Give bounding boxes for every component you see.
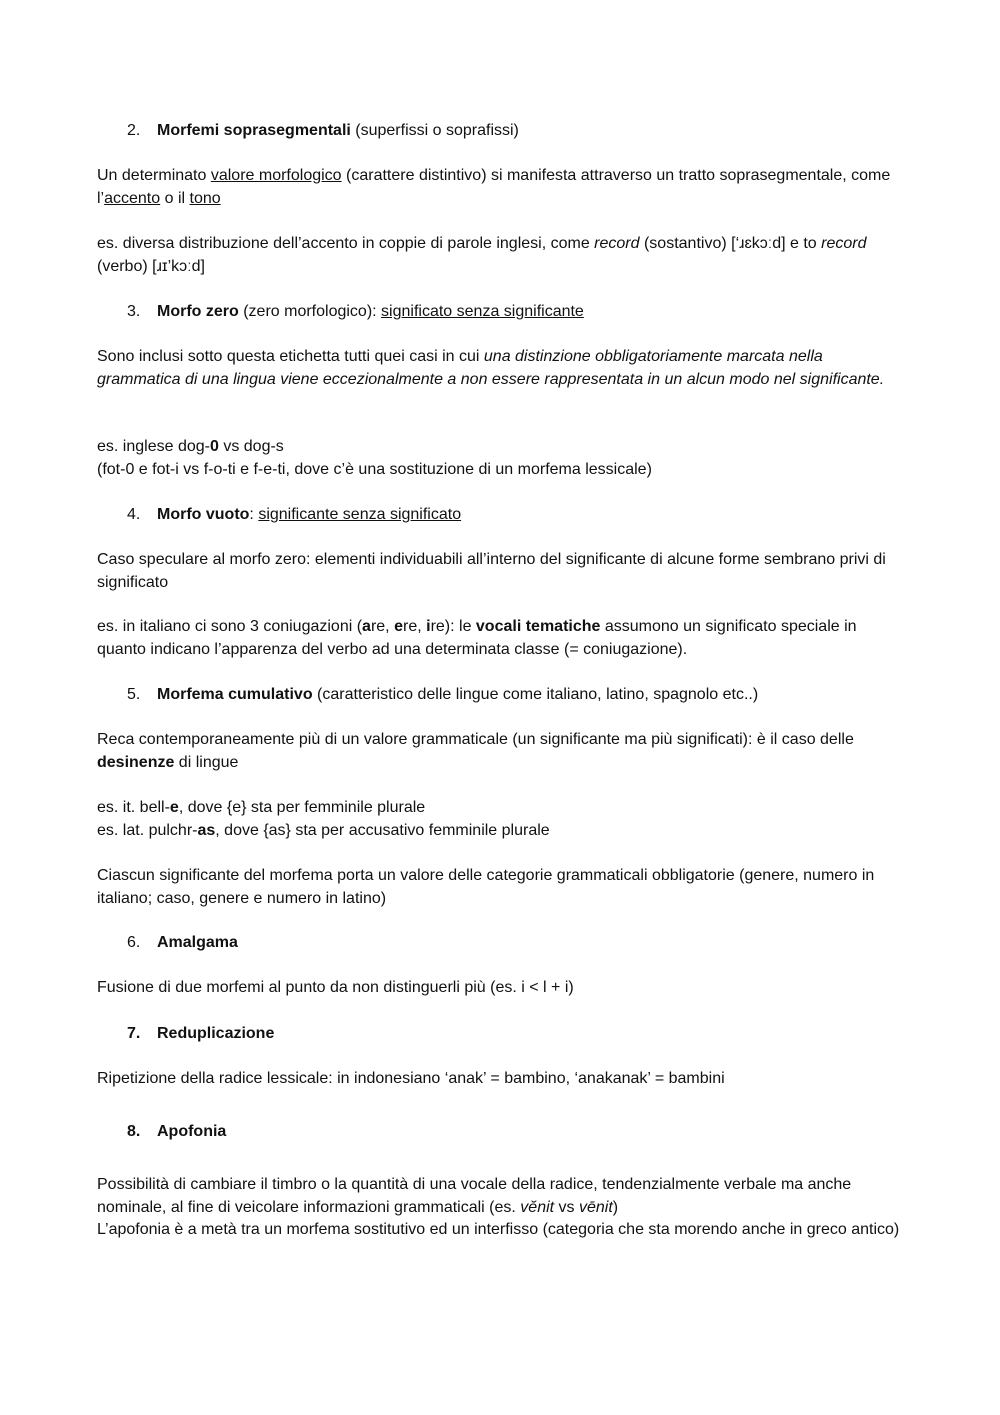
text-run: L’apofonia è a metà tra un morfema sostitutivo ed un interfisso (categoria che sta morendo anche in greco antico) <box>97 1221 900 1238</box>
text-run: es. lat. pulchr- <box>97 821 198 839</box>
bold-term: i <box>426 618 431 635</box>
section-number: 4. <box>127 506 141 523</box>
bold-term: a <box>362 618 371 635</box>
paragraph-definition <box>97 729 907 774</box>
section-heading-4 <box>127 504 461 527</box>
bold-term: vocali tematiche <box>475 618 601 635</box>
italic-term: vĕnit <box>520 1198 555 1216</box>
section-title: Morfo vuoto <box>157 506 250 523</box>
section-number: 5. <box>127 686 141 703</box>
bold-term: desinenze <box>97 753 175 771</box>
text-run: ) <box>612 1198 619 1216</box>
paragraph-definition: Caso speculare al morfo zero: elementi individuabili all’interno del significante di alcune forme sembrano privi di significato <box>97 551 886 591</box>
paragraph-example <box>97 797 907 842</box>
underlined-term: tono <box>189 189 221 207</box>
paragraph-example <box>97 616 907 661</box>
section-title: Amalgama <box>157 934 238 951</box>
section-title: Morfemi soprasegmentali <box>157 122 351 139</box>
bold-term: e <box>394 618 403 635</box>
underlined-term: accento <box>104 189 161 207</box>
paragraph-example <box>97 436 907 481</box>
section-heading-6 <box>127 932 238 955</box>
section-title-suffix: (caratteristico delle lingue come italiano, latino, spagnolo etc..) <box>312 686 759 703</box>
section-title-suffix: : <box>249 506 259 523</box>
text-run: Possibilità di cambiare il timbro o la quantità di una vocale della radice, tendenzialmente verbale ma anche nominale, al fine di veicolare informazioni grammaticali (es. <box>97 1176 852 1216</box>
italic-term: record <box>821 235 867 252</box>
text-run: o il <box>160 189 190 207</box>
section-title-underline: significato senza significante <box>381 303 584 320</box>
text-run: vs <box>554 1198 579 1216</box>
text-run: es. diversa distribuzione dell’accento in coppie di parole inglesi, come <box>97 235 595 252</box>
text-run: , dove {as} sta per accusativo femminile plurale <box>215 821 550 839</box>
section-title: Apofonia <box>157 1123 227 1140</box>
italic-text: una distinzione obbligatoriamente marcata nella grammatica di una lingua viene eccezionalmente a non essere rappresentata in un alcun modo nel significante. <box>97 348 885 388</box>
text-run: Un determinato <box>97 167 211 184</box>
text-run: re, <box>402 618 427 635</box>
section-title: Morfo zero <box>157 303 239 320</box>
section-title-suffix: (superfissi o soprafissi) <box>350 122 519 139</box>
paragraph-definition <box>97 165 907 210</box>
text-run: Reca contemporaneamente più di un valore grammaticale (un significante ma più significati): è il caso delle <box>97 731 854 748</box>
text-run: (sostantivo) [‘ɹɛkɔːd] e to <box>639 235 822 252</box>
text-run: es. inglese dog- <box>97 438 210 455</box>
bold-term: as <box>197 821 216 839</box>
bold-term: e <box>169 799 179 816</box>
bold-term: 0 <box>209 438 219 455</box>
text-run: assumono un significato speciale in quanto indicano l’apparenza del verbo ad una determinata classe (= coniugazione). <box>97 618 857 658</box>
section-title-suffix: (zero morfologico): <box>238 303 382 320</box>
section-number: 7. <box>127 1025 141 1042</box>
section-title: Reduplicazione <box>157 1025 275 1042</box>
text-run: re): le <box>430 618 476 635</box>
text-run: (fot-0 e fot-i vs f-o-ti e f-e-ti, dove c’è una sostituzione di un morfema lessicale) <box>97 460 652 478</box>
section-heading-2 <box>127 120 519 143</box>
text-run: (carattere distintivo) si manifesta attraverso un tratto soprasegmentale, come l’ <box>97 167 891 207</box>
text-run: Sono inclusi sotto questa etichetta tutti quei casi in cui <box>97 348 484 365</box>
text-run: re, <box>370 618 395 635</box>
section-title-underline: significante senza significato <box>258 506 462 523</box>
section-number: 2. <box>127 122 141 139</box>
section-heading-3 <box>127 301 584 324</box>
paragraph-example <box>97 233 907 278</box>
text-run: es. it. bell- <box>97 799 170 816</box>
paragraph-definition <box>97 346 907 391</box>
text-run: es. in italiano ci sono 3 coniugazioni ( <box>97 618 363 635</box>
underlined-term: valore morfologico <box>210 167 342 184</box>
section-number: 6. <box>127 934 141 951</box>
paragraph-definition: Ripetizione della radice lessicale: in indonesiano ‘anak’ = bambino, ‘anakanak’ = bambini <box>97 1070 725 1087</box>
text-run: vs dog-s <box>218 438 284 455</box>
paragraph-definition: Fusione di due morfemi al punto da non distinguerli più (es. i < l + i) <box>97 979 574 996</box>
paragraph-note: Ciascun significante del morfema porta un valore delle categorie grammaticali obbligatorie (genere, numero in italiano; caso, genere e numero in latino) <box>97 867 875 907</box>
section-heading-5 <box>127 684 758 707</box>
section-number: 3. <box>127 303 141 320</box>
text-run: , dove {e} sta per femminile plurale <box>178 799 426 816</box>
section-heading-8 <box>127 1121 226 1144</box>
section-heading-7 <box>127 1023 274 1046</box>
text-run: (verbo) [ɹɪ’kɔːd] <box>97 257 205 275</box>
text-run: di lingue <box>174 753 239 771</box>
section-title: Morfema cumulativo <box>157 686 313 703</box>
section-number: 8. <box>127 1123 141 1140</box>
paragraph-definition <box>97 1174 907 1242</box>
italic-term: vēnit <box>578 1198 613 1216</box>
italic-term: record <box>594 235 640 252</box>
